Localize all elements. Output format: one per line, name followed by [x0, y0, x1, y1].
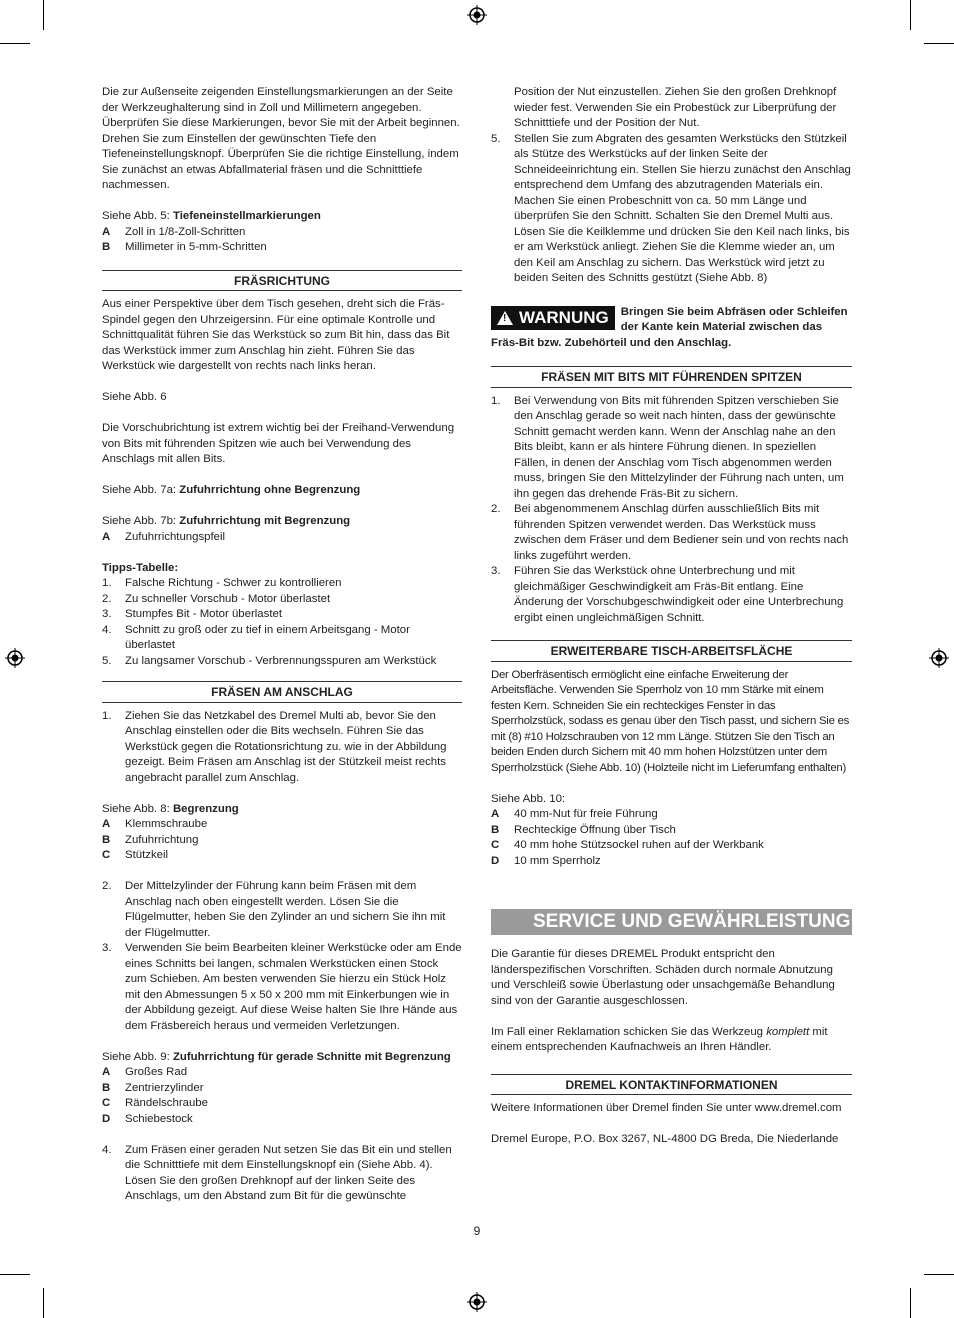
list-text: Klemmschraube	[125, 818, 208, 830]
caption-title: Tiefeneinstellmarkierungen	[172, 210, 321, 222]
kontakt-line: Weitere Informationen über Dremel finden Sie unter www.dremel.com	[491, 1102, 842, 1114]
list-key: B	[491, 823, 500, 836]
list-key: 3.	[491, 565, 501, 577]
list-key: D	[491, 854, 500, 867]
list-text: Großes Rad	[125, 1066, 188, 1078]
crop-mark	[910, 1288, 911, 1318]
fig5-list	[102, 225, 462, 256]
registration-mark-icon	[5, 648, 25, 668]
fig8-caption	[102, 802, 462, 818]
list-item	[102, 530, 462, 546]
list-item	[491, 807, 852, 823]
list-text: 40 mm hohe Stützsockel ruhen auf der Werkbank	[514, 839, 764, 851]
list-text: Ziehen Sie das Netzkabel des Dremel Multi ab, bevor Sie den Anschlag einstellen oder die Bits wechseln. Führen Sie das Werkstück gegen die Rotationsrichtung zu. wie in der Abbildung gezeigt. Beim Fräsen am Anschlag ist der Stützkeil meist rechts angebracht parallel zum Anschlag.	[125, 709, 447, 784]
page-number: 9	[473, 1224, 481, 1238]
fraesrichtung-paragraph: Aus einer Perspektive über dem Tisch gesehen, dreht sich die Fräs-Spindel gegen den Uhrzeigersinn. Für eine optimale Kontrolle und Schnittqualität führen Sie das Werkstück so zum Bit hin, dass das Bit das Werkstück immer zum Anschlag hin zieht. Führen Sie das Werkstück wie dargestellt von rechts nach links heran.	[102, 298, 450, 372]
text-run: mit einem entsprechenden Kaufnachweis an Ihren Händler.	[491, 1025, 828, 1053]
list-key: 1.	[491, 394, 501, 407]
caption-title: Zufuhrrichtung ohne Begrenzung	[179, 484, 361, 496]
crop-mark	[43, 1288, 44, 1318]
fig5-caption	[102, 209, 462, 225]
list-text: Rändelschraube	[125, 1097, 208, 1109]
list-item	[102, 1096, 462, 1112]
list-key: 2.	[102, 592, 112, 605]
bits-list	[491, 394, 852, 627]
list-item	[102, 941, 462, 1034]
list-item	[102, 709, 462, 787]
list-item	[102, 879, 462, 941]
crop-mark	[924, 1274, 954, 1275]
list-key: 1.	[102, 709, 112, 722]
list-key-spacer	[491, 85, 514, 132]
list-text: Stützkeil	[125, 849, 169, 861]
list-text: Falsche Richtung - Schwer zu kontrollieren	[125, 577, 342, 589]
caption-title: Zufuhrrichtung mit Begrenzung	[179, 515, 351, 527]
section-heading-fraesrichtung: FRÄSRICHTUNG	[102, 270, 462, 292]
list-item	[491, 823, 852, 839]
left-column	[102, 85, 462, 1205]
service-paragraph: Die Garantie für dieses DREMEL Produkt entspricht den länderspezifischen Vorschriften. Schäden durch normale Abnutzung und Verschleiß sowie Überlastung oder unsachgemäße Behandlung sind von der Garantie ausgeschlossen.	[491, 948, 835, 1007]
list-item	[491, 564, 852, 626]
caption-prefix: Siehe Abb. 5:	[102, 210, 173, 222]
fig9-list	[102, 1065, 462, 1127]
list-text: Zentrierzylinder	[125, 1081, 204, 1094]
list-key: A	[102, 225, 111, 238]
list-key: D	[102, 1112, 111, 1125]
list-item	[491, 854, 852, 870]
list-key: B	[102, 833, 111, 846]
list-key: 5.	[102, 654, 112, 667]
list-key: C	[491, 839, 500, 851]
list-key: A	[102, 1066, 111, 1078]
list-key: 4.	[102, 623, 112, 636]
section-heading-anschlag: FRÄSEN AM ANSCHLAG	[102, 681, 462, 703]
tipps-title: Tipps-Tabelle:	[102, 561, 179, 574]
caption-prefix: Siehe Abb. 8:	[102, 802, 173, 815]
list-text: Bei Verwendung von Bits mit führenden Spitzen verschieben Sie den Anschlag gerade so weit nach hinten, dass der gewünschte Schnitt gemacht werden kann. Wenn der Anschlag nahe an den Bits bleibt, kann er als hintere Führung dienen. In speziellen Fällen, in denen der Anschlag vom Tisch abgenommen werden muss, bringen Sie den Mittelzylinder der Führung nach unten, um ihn gegen das drehende Fräs-Bit zu sichern.	[514, 394, 844, 500]
list-item	[102, 654, 462, 670]
list-text: Der Mittelzylinder der Führung kann beim Fräsen mit dem Anschlag nach oben eingestellt werden. Lösen Sie die Flügelmutter, heben Sie den Zylinder an und sichern Sie ihn mit der Flügelmutter.	[125, 880, 446, 939]
emphasis-text: komplett	[766, 1025, 810, 1038]
list-item	[102, 1112, 462, 1128]
list-key: B	[102, 241, 111, 253]
registration-mark-icon	[467, 5, 487, 25]
list-text: Zufuhrrichtungspfeil	[125, 530, 226, 543]
list-text: Stellen Sie zum Abgraten des gesamten Werkstücks den Stützkeil als Stütze des Werkstücks auf der linken Seite der Schneideeinrichtung ein. Stellen Sie hierzu zunächst den Anschlag entsprechend dem Umfang des abzutragenden Materials ein. Machen Sie einen Probeschnitt von ca. 50 mm Länge und überprüfen Sie den Schnitt. Schalten Sie den Dremel Multi aus. Lösen Sie die Keilklemme und drücken Sie den Keil nach links, bis er am Werkstück anliegt. Ziehen Sie die Klemme wieder an, um den Keil am Anschlag zu sichern. Das Werkstück wird jetzt zu beiden Seiten des Schnitts gestützt (Siehe Abb. 8)	[514, 132, 851, 284]
list-text: Bei abgenommenem Anschlag dürfen ausschließlich Bits mit führenden Spitzen verwendet werden. Das Werkstück muss zwischen dem Fräser und dem Bediener sein und von rechts nach links zugeführt werden.	[514, 503, 849, 562]
list-text: Zum Fräsen einer geraden Nut setzen Sie das Bit ein und stellen die Schnitttiefe mit dem Einstellungsknopf ein (Siehe Abb. 4). Lösen Sie den großen Drehknopf auf der linken Seite des Anschlags, um den Abstand zum Bit für die gewünschte	[125, 1143, 452, 1202]
warning-block	[491, 305, 852, 352]
fig7b-caption	[102, 514, 462, 530]
list-key: 5.	[491, 132, 501, 145]
list-key: 3.	[102, 942, 112, 954]
fig7a-caption	[102, 483, 462, 499]
caption-prefix: Siehe Abb. 9:	[102, 1050, 173, 1063]
fig8-list	[102, 817, 462, 864]
registration-mark-icon	[929, 648, 949, 668]
section-heading-erweiterbar: ERWEITERBARE TISCH-ARBEITSFLÄCHE	[491, 640, 852, 662]
list-text: Verwenden Sie beim Bearbeiten kleiner Werkstücke oder am Ende eines Schnitts bei langen, schmalen Werkstücken einen Stock zum Schieben. Am besten verwenden Sie hierzu ein Stück Holz mit den Abmessungen 5 x 50 x 200 mm mit Einkerbungen wie in der Abbildung gezeigt. Auf diese Weise halten Sie Ihre Hände aus dem Fräsbereich heraus und vermeiden Verletzungen.	[125, 942, 462, 1032]
list-text: Millimeter in 5-mm-Schritten	[125, 241, 267, 253]
list-key: A	[102, 818, 111, 830]
vorschub-paragraph: Die Vorschubrichtung ist extrem wichtig bei der Freihand-Verwendung von Bits mit führenden Spitzen wie auch bei Verwendung des Anschlags mit allen Bits.	[102, 422, 455, 465]
crop-mark	[910, 0, 911, 30]
list-key: C	[102, 849, 111, 861]
list-item	[102, 607, 462, 623]
registration-mark-icon	[467, 1292, 487, 1312]
warning-badge	[491, 306, 615, 330]
right-column	[491, 85, 852, 1148]
list-text: Führen Sie das Werkstück ohne Unterbrechung und mit gleichmäßiger Geschwindigkeit am Fräs-Bit entlang. Eine Änderung der Vorschubgeschwindigkeit oder eine Unterbrechung ergibt einen ungleichmäßigen Schnitt.	[514, 565, 844, 624]
crop-mark	[924, 43, 954, 44]
list-item	[491, 132, 852, 287]
list-item	[491, 394, 852, 503]
list-text: Zu langsamer Vorschub - Verbrennungsspuren am Werkstück	[125, 654, 437, 667]
warning-triangle-icon: !	[497, 311, 513, 325]
list-item	[102, 817, 462, 833]
caption-prefix: Siehe Abb. 7a:	[102, 484, 180, 496]
text-run: Im Fall einer Reklamation schicken Sie das Werkzeug	[491, 1025, 767, 1038]
list-item	[102, 1065, 462, 1081]
list-key: 2.	[491, 503, 501, 515]
list-item	[102, 240, 462, 256]
list-text: Rechteckige Öffnung über Tisch	[514, 823, 676, 836]
fig10-list	[491, 807, 852, 869]
crop-mark	[0, 43, 30, 44]
list-text: Schnitt zu groß oder zu tief in einem Arbeitsgang - Motor überlastet	[125, 623, 410, 651]
list-key: 4.	[102, 1143, 112, 1156]
list-text: 40 mm-Nut für freie Führung	[514, 808, 658, 820]
list-item	[102, 848, 462, 864]
tipps-list	[102, 576, 462, 669]
section-heading-bits: FRÄSEN MIT BITS MIT FÜHRENDEN SPITZEN	[491, 366, 852, 388]
list-key: C	[102, 1097, 111, 1109]
list-text: Stumpfes Bit - Motor überlastet	[125, 608, 282, 620]
fig10-caption: Siehe Abb. 10:	[491, 792, 566, 805]
list-text: Zoll in 1/8-Zoll-Schritten	[125, 225, 246, 238]
list-item	[102, 592, 462, 608]
list-key: A	[102, 530, 111, 543]
list-item	[102, 623, 462, 654]
list-item	[102, 225, 462, 241]
list-item	[491, 838, 852, 854]
list-key: A	[491, 808, 500, 820]
caption-title: Begrenzung	[172, 802, 239, 815]
list-text: Zu schneller Vorschub - Motor überlastet	[125, 592, 331, 605]
list-text: Schiebestock	[125, 1112, 193, 1125]
list-key: 2.	[102, 880, 112, 892]
list-item	[102, 576, 462, 592]
list-text: 10 mm Sperrholz	[514, 854, 601, 867]
fig9-caption	[102, 1050, 462, 1066]
warning-text: Bringen Sie beim Abfräsen oder Schleifen der Kante kein Material zwischen das Fräs-Bit bzw. Zubehörteil und den Anschlag.	[491, 305, 848, 349]
crop-mark	[0, 1274, 30, 1275]
list-text: Position der Nut einzustellen. Ziehen Sie den großen Drehknopf wieder fest. Verwenden Sie ein Probestück zur Liberprüfung der Schnitttiefe und der Position der Nut.	[514, 86, 837, 129]
list-item	[491, 502, 852, 564]
kontakt-address: Dremel Europe, P.O. Box 3267, NL-4800 DG Breda, Die Niederlande	[491, 1133, 839, 1145]
list-item-continued	[491, 85, 852, 132]
erweiterbar-paragraph: Der Oberfräsentisch ermöglicht eine einfache Erweiterung der Arbeitsfläche. Verwenden Sie Sperrholz von 10 mm Stärke mit einem festen Kern. Schneiden Sie ein rechteckiges Fenster in das Sperrholzstück, sodass es genau über den Tisch passt, und sichern Sie es mit (8) #10 Holzschrauben von 12 mm Länge. Stützen Sie den Tisch an beiden Enden durch Sichern mit 40 mm hohen Holzstützen unter dem Sperrholzstück (Siehe Abb. 10) (Holzteile nicht im Lieferumfang enthalten)	[491, 668, 850, 774]
section-heading-kontakt: DREMEL KONTAKTINFORMATIONEN	[491, 1074, 852, 1096]
list-item	[102, 1143, 462, 1205]
crop-mark	[43, 0, 44, 30]
list-key: 1.	[102, 577, 112, 589]
caption-prefix: Siehe Abb. 7b:	[102, 515, 180, 527]
warning-label: WARNUNG	[519, 307, 609, 327]
list-text: Zufuhrrichtung	[125, 833, 199, 846]
intro-paragraph: Die zur Außenseite zeigenden Einstellungsmarkierungen an der Seite der Werkzeughalterung sind in Zoll und Millimetern angegeben. Überprüfen Sie diese Markierungen, bevor Sie mit der Arbeit beginnen. Drehen Sie zum Einstellen der gewünschten Tiefe den Tiefeneinstellungsknopf. Überprüfen Sie die richtige Einstellung, indem Sie zunächst an etwas Abfallmaterial fräsen und die Schnitttiefe nachmessen.	[102, 86, 460, 191]
list-key: B	[102, 1081, 111, 1094]
list-item	[102, 833, 462, 849]
caption-title: Zufuhrrichtung für gerade Schnitte mit Begrenzung	[172, 1050, 451, 1063]
fig6-caption: Siehe Abb. 6	[102, 391, 167, 403]
service-banner: SERVICE UND GEWÄHRLEISTUNG	[491, 909, 852, 935]
list-item	[102, 1081, 462, 1097]
service-paragraph-2	[491, 1025, 852, 1056]
list-key: 3.	[102, 608, 112, 620]
